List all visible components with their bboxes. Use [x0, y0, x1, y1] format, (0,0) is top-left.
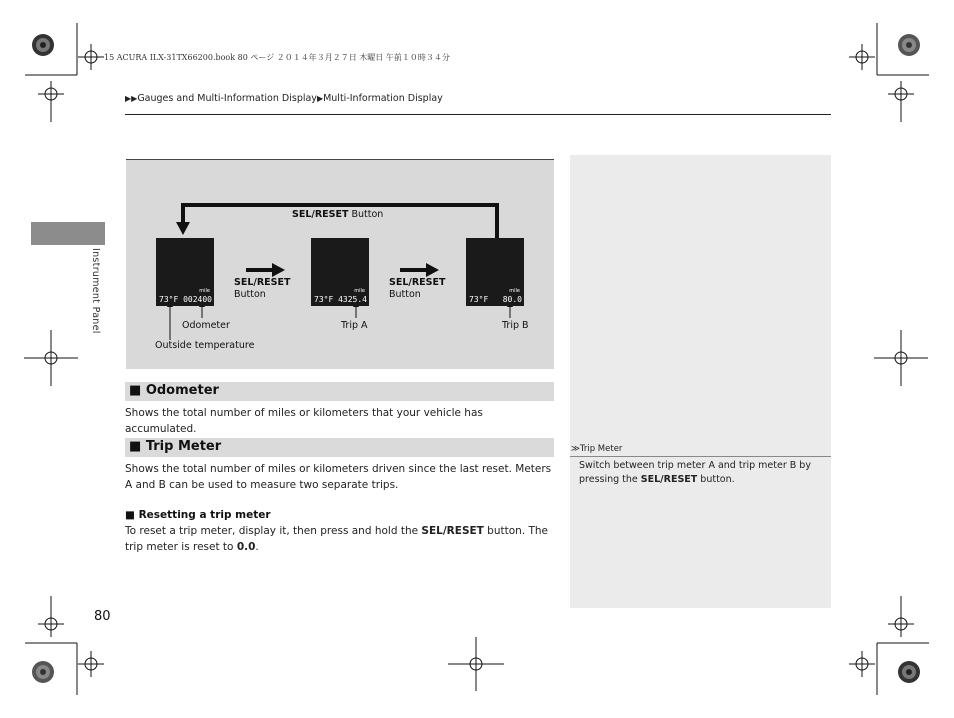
section-trip-meter-title: Trip Meter — [145, 439, 222, 454]
display-trip-b: mile 73°F 80.0 — [466, 238, 524, 306]
page-number: 80 — [94, 609, 111, 624]
callout-trip-b: Trip B — [502, 320, 529, 331]
sidebar-notes — [570, 155, 831, 608]
breadcrumb — [125, 93, 443, 104]
note-rule — [570, 456, 831, 457]
arrow1-label: SEL/RESET Button — [234, 277, 291, 300]
reset-instructions: To reset a trip meter, display it, then press and hold the SEL/RESET button. The trip meter is reset to 0.0. — [125, 525, 549, 553]
breadcrumb-separator: ▶ — [316, 94, 324, 103]
section-trip-meter-header: ■ Trip Meter — [125, 438, 554, 457]
display-trip-a: mile 73°F 4325.4 — [311, 238, 369, 306]
section-odometer-title: Odometer — [145, 383, 219, 398]
resetting-subhead: ■ Resetting a trip meter — [125, 509, 271, 521]
chapter-tab-label: Instrument Panel — [90, 248, 101, 334]
header-rule — [125, 114, 831, 115]
chapter-tab — [31, 222, 105, 245]
note-title: ≫Trip Meter — [571, 444, 623, 454]
odometer-description: Shows the total number of miles or kilometers that your vehicle has accumulated. — [125, 407, 483, 435]
callout-trip-a: Trip A — [341, 320, 368, 331]
breadcrumb-link-gauges[interactable]: Gauges and Multi-Information Display — [137, 93, 317, 104]
odometer-trip-figure — [126, 159, 554, 369]
display-odometer: mile 73°F 002400 — [156, 238, 214, 306]
section-odometer-header: ■ Odometer — [125, 382, 554, 401]
breadcrumb-marker: ▶▶ — [125, 94, 138, 103]
callout-odometer: Odometer — [182, 320, 230, 331]
trip-meter-description: Shows the total number of miles or kilometers driven since the last reset. Meters A and B can be used to measure two separate trips. — [125, 463, 552, 491]
print-header: 15 ACURA ILX-31TX66200.book 80 ページ ２０１４年３月２７日 木曜日 午前１０時３４分 — [104, 53, 450, 62]
arrow2-label: SEL/RESET Button — [389, 277, 446, 300]
sel-reset-loop-label: SEL/RESET Button — [292, 209, 384, 220]
callout-outside-temperature: Outside temperature — [155, 340, 255, 351]
breadcrumb-current: Multi-Information Display — [323, 93, 443, 104]
note-text: Switch between trip meter A and trip meter B by pressing the SEL/RESET button. — [579, 460, 811, 485]
